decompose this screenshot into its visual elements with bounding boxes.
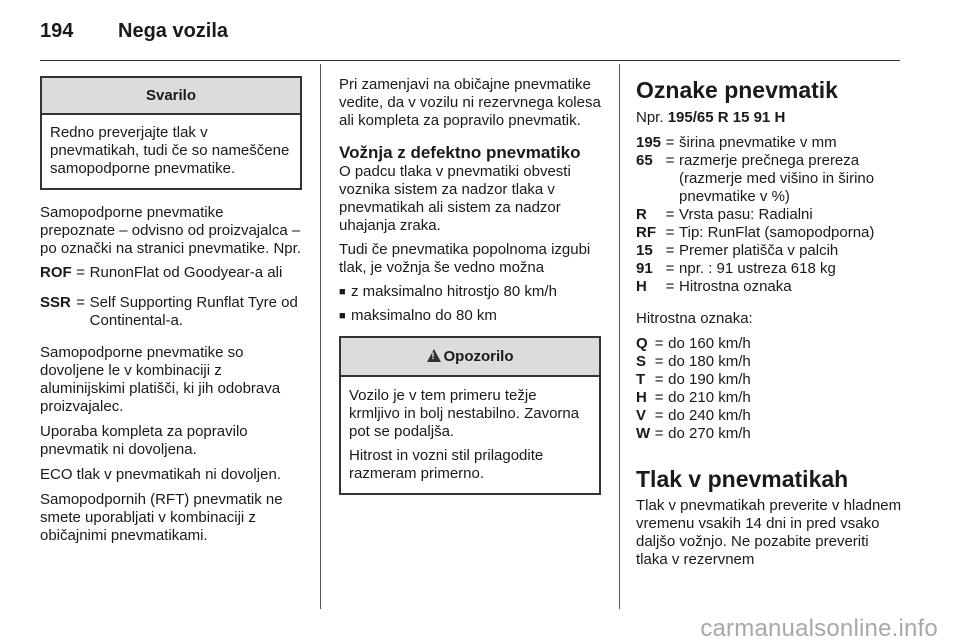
speed-value: do 210 km/h (668, 389, 751, 406)
paragraph: Tlak v pnevmatikah preverite v hladnem vremenu vsakih 14 dni in pred vsako daljšo vožnjo. Ne pozabite preveriti tlaka v rezervnem (636, 497, 902, 568)
caution-title: Svarilo (42, 78, 300, 115)
caution-text: Redno preverjajte tlak v pnevmatikah, tudi če so nameščene samopodporne pnevmatike. (50, 124, 290, 177)
column-divider-1 (320, 64, 321, 609)
code-value: širina pnevmatike v mm (679, 134, 837, 151)
rft-intro: Samopodporne pnevmatike prepoznate – odvisno od proizvajalca – po označki na stranici pnevmatike. Npr. (40, 204, 301, 257)
def-equals: = (76, 264, 86, 281)
speed-key: S (636, 353, 647, 370)
paragraph: Samopodporne pnevmatike so dovoljene le v kombinaciji z aluminijskimi platišči, ki jih odobrava proizvajalec. (40, 344, 281, 415)
speed-value: do 190 km/h (668, 371, 751, 388)
code-key: 65 (636, 152, 653, 169)
code-value: Hitrostna oznaka (679, 278, 792, 295)
page-number: 194 (40, 20, 74, 42)
speed-key: T (636, 371, 646, 388)
def-value: RunonFlat od Goodyear-a ali (89, 264, 283, 281)
speed-value: do 180 km/h (668, 353, 751, 370)
section-heading: Tlak v pnevmatikah (636, 466, 849, 492)
list-item (339, 283, 601, 301)
list-item-text: maksimalno do 80 km (351, 307, 497, 324)
paragraph: Tudi če pnevmatika popolnoma izgubi tlak, je vožnja še vedno možna (339, 241, 591, 276)
code-key: R (636, 206, 647, 223)
watermark: carmanualsonline.info (700, 615, 938, 642)
speed-equals: = (654, 371, 664, 388)
page-header (40, 20, 229, 42)
speed-key: W (636, 425, 651, 442)
code-equals: = (665, 260, 675, 277)
code-equals: = (665, 278, 675, 295)
bullet-marker: ■ (339, 286, 346, 298)
speed-value: do 160 km/h (668, 335, 751, 352)
warning-header (341, 338, 599, 377)
speed-value: do 270 km/h (668, 425, 751, 442)
list-item (339, 307, 601, 325)
list-item-text: z maksimalno hitrostjo 80 km/h (351, 283, 557, 300)
code-key: H (636, 278, 647, 295)
code-value: razmerje prečnega prereza (razmerje med višino in širino pnevmatike v %) (679, 152, 875, 205)
code-equals: = (665, 242, 675, 259)
header-rule (40, 60, 900, 61)
page-title: Nega vozila (118, 20, 229, 42)
column-3 (636, 76, 904, 569)
caution-box (40, 76, 302, 190)
code-equals: = (665, 224, 675, 241)
rft-definition-list (40, 264, 302, 330)
section-heading: Oznake pnevmatik (636, 77, 838, 103)
paragraph: Samopodpornih (RFT) pnevmatik ne smete uporabljati v kombinaciji z običajnimi pnevmatikami. (40, 491, 283, 544)
tire-code-list (636, 134, 904, 296)
example-code: 195/65 R 15 91 H (667, 109, 786, 126)
paragraph: ECO tlak v pnevmatikah ni dovoljen. (40, 466, 281, 483)
speed-value: do 240 km/h (668, 407, 751, 424)
def-key: SSR (40, 294, 71, 311)
column-1 (40, 76, 302, 545)
warning-box (339, 336, 601, 495)
section-heading: Vožnja z defektno pnevmatiko (339, 143, 581, 162)
warning-triangle-icon (427, 349, 441, 362)
def-equals: = (76, 294, 86, 311)
code-value: Tip: RunFlat (samopodporna) (679, 224, 875, 241)
paragraph: Uporaba kompleta za popravilo pnevmatik ni dovoljena. (40, 423, 248, 458)
speed-rating-list (636, 335, 904, 443)
code-equals: = (665, 206, 675, 223)
example-prefix: Npr. (636, 109, 664, 126)
paragraph: O padcu tlaka v pnevmatiki obvesti voznika sistem za nadzor tlaka v pnevmatikah ali sistem za nadzor uhajanja zraka. (339, 163, 571, 234)
paragraph: Pri zamenjavi na običajne pnevmatike vedite, da v vozilu ni rezervnega kolesa ali kompleta za popravilo pnevmatik. (339, 76, 601, 129)
def-value: Self Supporting Runflat Tyre od Continental-a. (89, 294, 298, 329)
speed-key: V (636, 407, 647, 424)
speed-equals: = (654, 353, 664, 370)
speed-key: Q (636, 335, 648, 352)
code-key: 195 (636, 134, 662, 151)
warning-text: Vozilo je v tem primeru težje krmljivo in bolj nestabilno. Zavorna pot se podaljša. (349, 387, 580, 440)
code-value: Vrsta pasu: Radialni (679, 206, 813, 223)
speed-label: Hitrostna oznaka: (636, 310, 753, 327)
speed-equals: = (654, 407, 664, 424)
column-2 (339, 76, 601, 495)
code-key: 15 (636, 242, 653, 259)
column-divider-2 (619, 64, 620, 609)
speed-equals: = (654, 335, 664, 352)
def-key: ROF (40, 264, 72, 281)
bullet-marker: ■ (339, 310, 346, 322)
code-key: 91 (636, 260, 653, 277)
speed-key: H (636, 389, 647, 406)
speed-equals: = (654, 389, 664, 406)
code-value: npr. : 91 ustreza 618 kg (679, 260, 836, 277)
code-key: RF (636, 224, 656, 241)
warning-text: Hitrost in vozni stil prilagodite razmeram primerno. (349, 447, 544, 482)
code-value: Premer platišča v palcih (679, 242, 839, 259)
warning-title: Opozorilo (443, 348, 514, 365)
code-equals: = (665, 152, 675, 169)
speed-equals: = (654, 425, 664, 442)
code-equals: = (665, 134, 675, 151)
